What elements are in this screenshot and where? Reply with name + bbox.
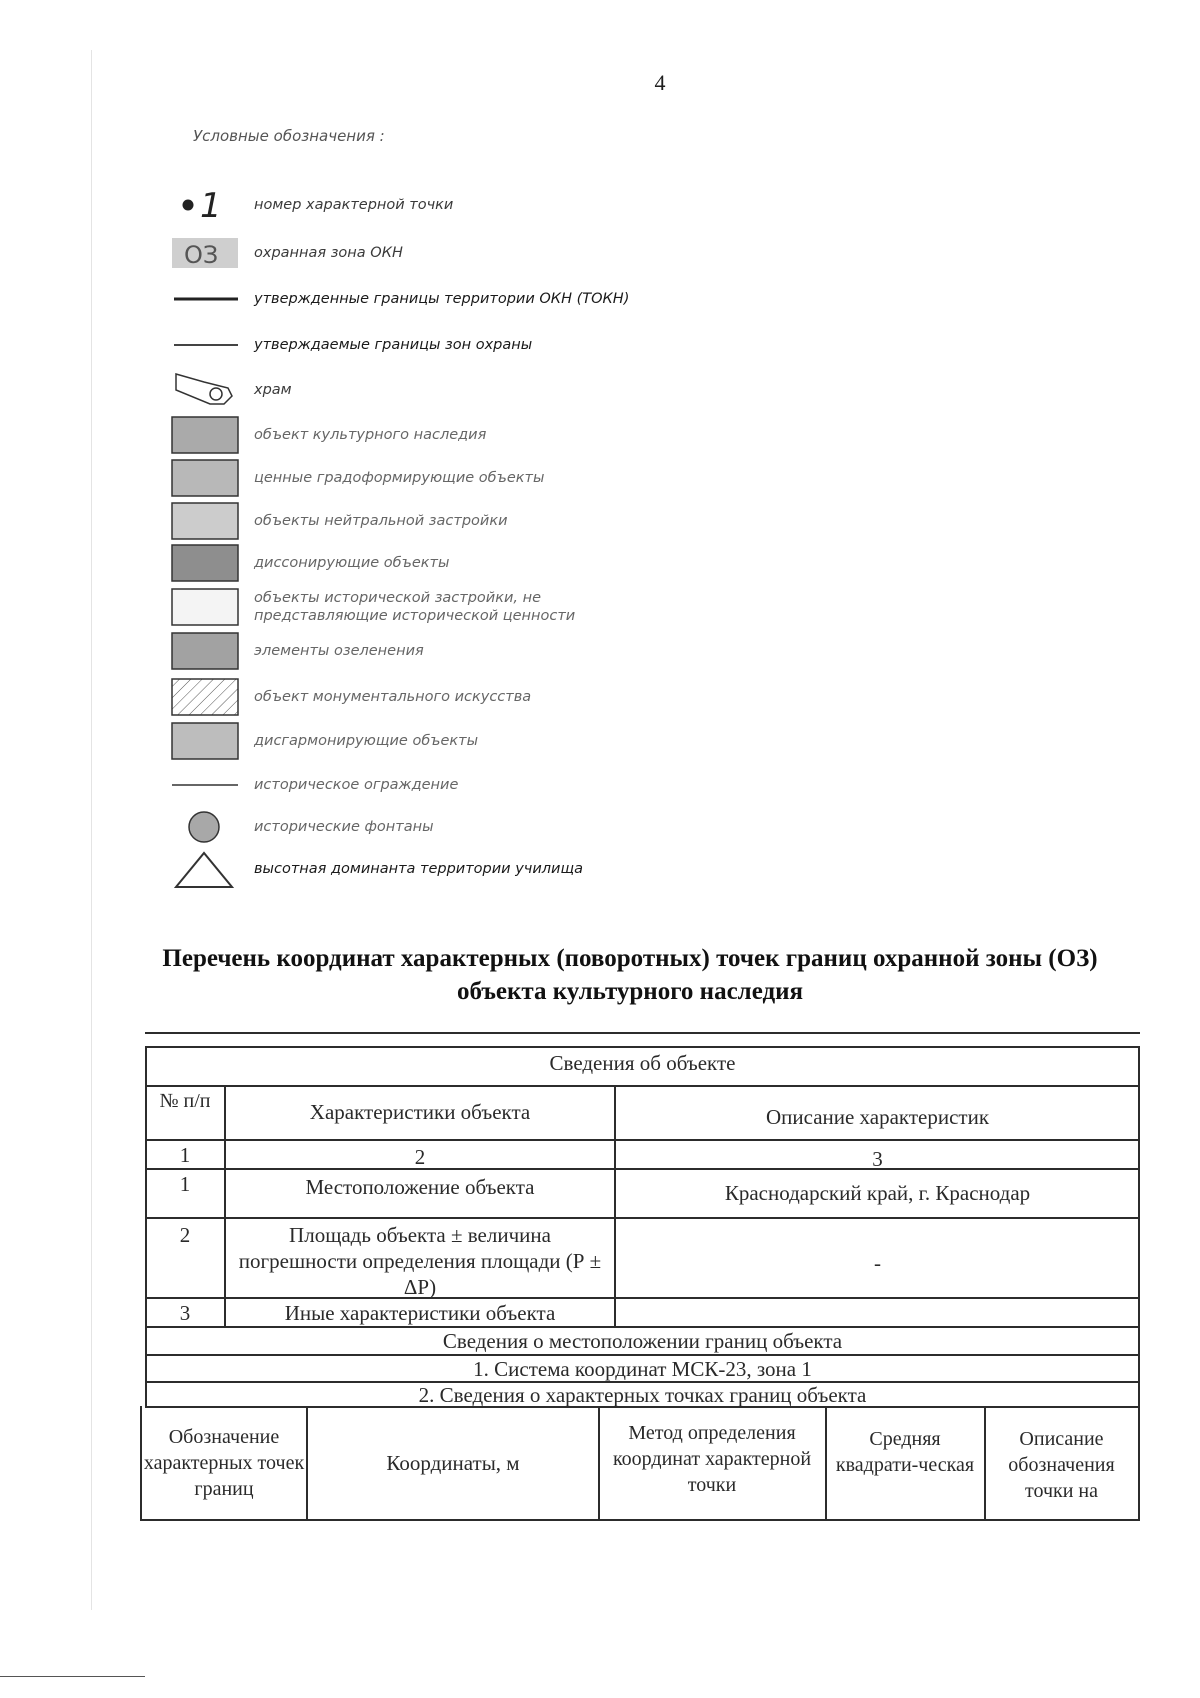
thick-line-icon bbox=[170, 279, 240, 319]
legend-label: объекты исторической застройки, не представляющие исторической ценности bbox=[254, 590, 576, 624]
legend-label: утвержденные границы территории ОКН (ТОКН) bbox=[254, 291, 630, 307]
legend-label: историческое ограждение bbox=[254, 777, 459, 793]
legend-label: диссонирующие объекты bbox=[254, 555, 450, 571]
column-header-rms: Средняя квадрати-ческая bbox=[835, 1428, 975, 1476]
fountain-icon bbox=[170, 807, 240, 847]
column-header-coordinates: Координаты, м bbox=[386, 1451, 520, 1475]
point-number-icon bbox=[170, 185, 240, 225]
legend-label: храм bbox=[254, 382, 292, 398]
historic-fill-icon bbox=[170, 587, 240, 627]
legend-item-historic-no-value bbox=[170, 587, 870, 627]
row-characteristic: Иные характеристики объекта bbox=[284, 1301, 556, 1325]
document-title: Перечень координат характерных (поворотных) точек границ охранной зоны (ОЗ) объекта культурного наследия bbox=[162, 945, 1098, 1005]
row-characteristic: Местоположение объекта bbox=[305, 1175, 535, 1199]
row-number: 1 bbox=[179, 1172, 191, 1196]
protection-zone-icon bbox=[170, 233, 240, 273]
row-description: - bbox=[874, 1251, 881, 1275]
section-title-location: Сведения о местоположении границ объекта bbox=[442, 1329, 843, 1353]
legend-label: утверждаемые границы зон охраны bbox=[254, 337, 533, 353]
bottom-margin-mark bbox=[0, 1676, 145, 1677]
column-number: 1 bbox=[179, 1143, 191, 1167]
column-number: 3 bbox=[872, 1147, 883, 1171]
column-header-characteristics: Характеристики объекта bbox=[309, 1100, 531, 1124]
legend-item-protection-zone bbox=[170, 233, 870, 273]
disharmonious-fill-icon bbox=[170, 721, 240, 761]
legend-label: элементы озеленения bbox=[254, 643, 424, 659]
legend-item-fountains bbox=[170, 807, 870, 847]
legend-label: номер характерной точки bbox=[254, 197, 454, 213]
legend-label: объекты нейтральной застройки bbox=[254, 513, 508, 529]
temple-icon bbox=[170, 370, 240, 410]
row-number: 3 bbox=[179, 1301, 191, 1325]
legend-item-historic-fence bbox=[170, 765, 870, 805]
margin-line bbox=[91, 50, 92, 1610]
dissonant-fill-icon bbox=[170, 543, 240, 583]
coordinate-system: 1. Система координат МСК-23, зона 1 bbox=[473, 1357, 812, 1381]
row-number: 2 bbox=[179, 1223, 191, 1247]
heritage-fill-icon bbox=[170, 415, 240, 455]
hatched-fill-icon bbox=[170, 677, 240, 717]
section-title-object: Сведения об объекте bbox=[549, 1051, 736, 1075]
zone-code-sample: ОЗ bbox=[184, 241, 219, 269]
column-number: 2 bbox=[414, 1145, 426, 1169]
legend-label: ценные градоформирующие объекты bbox=[254, 470, 545, 486]
fence-line-icon bbox=[170, 765, 240, 805]
valuable-fill-icon bbox=[170, 458, 240, 498]
legend-label: исторические фонтаны bbox=[254, 819, 434, 835]
column-header-point: Обозначение характерных точек границ bbox=[143, 1426, 305, 1500]
legend-item-greenery bbox=[170, 631, 870, 671]
legend-label: охранная зона ОКН bbox=[254, 245, 403, 261]
column-header-method: Метод определения координат характерной точки bbox=[612, 1422, 812, 1496]
legend-item-heritage-object bbox=[170, 415, 870, 455]
legend-item-temple bbox=[170, 370, 870, 410]
legend-item-dissonant-objects bbox=[170, 543, 870, 583]
row-characteristic: Площадь объекта ± величина погрешности определения площади (Р ± ΔР) bbox=[238, 1223, 602, 1299]
legend-label: дисгармонирующие объекты bbox=[254, 733, 479, 749]
legend-heading: Условные обозначения : bbox=[193, 127, 385, 145]
legend-item-approved-boundary bbox=[170, 279, 870, 319]
row-description: Краснодарский край, г. Краснодар bbox=[724, 1181, 1031, 1205]
legend-label: объект культурного наследия bbox=[254, 427, 487, 443]
legend-item-point-number bbox=[170, 185, 870, 225]
column-header-point-description: Описание обозначения точки на bbox=[1008, 1428, 1115, 1502]
legend-label: объект монументального искусства bbox=[254, 689, 532, 705]
legend-item-dominant bbox=[170, 849, 870, 889]
neutral-fill-icon bbox=[170, 501, 240, 541]
point-number-sample: 1 bbox=[200, 186, 222, 225]
legend-item-neutral-buildings bbox=[170, 501, 870, 541]
legend-item-valuable-objects bbox=[170, 458, 870, 498]
thin-line-icon bbox=[170, 325, 240, 365]
legend-item-disharmonious bbox=[170, 721, 870, 761]
greenery-fill-icon bbox=[170, 631, 240, 671]
points-title: 2. Сведения о характерных точках границ объекта bbox=[418, 1383, 867, 1407]
legend-label: высотная доминанта территории училища bbox=[254, 861, 584, 877]
legend-item-zone-boundary bbox=[170, 325, 870, 365]
coordinates-table bbox=[140, 1032, 1140, 1542]
column-header-description: Описание характеристик bbox=[765, 1105, 990, 1129]
triangle-icon bbox=[170, 849, 240, 889]
legend-item-monument bbox=[170, 677, 870, 717]
column-header-no: № п/п bbox=[159, 1090, 211, 1112]
page-number: 4 bbox=[654, 70, 666, 95]
